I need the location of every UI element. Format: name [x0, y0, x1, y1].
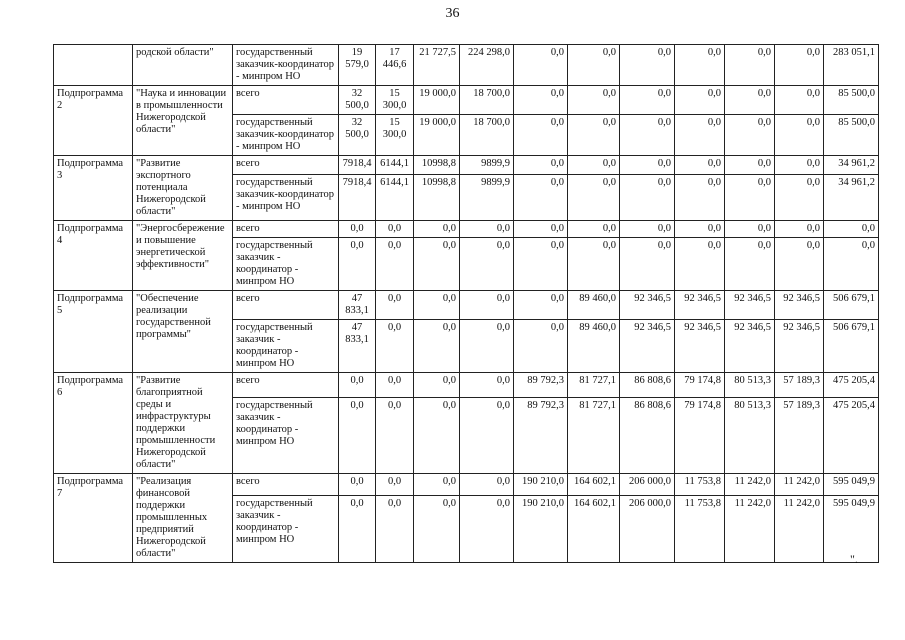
subprogram-name-cell: родской области"	[133, 45, 233, 86]
value-cell: 0,0	[675, 238, 725, 291]
value-cell: 92 346,5	[775, 320, 824, 373]
budget-table	[53, 44, 879, 563]
value-cell: 0,0	[414, 320, 460, 373]
value-cell: 92 346,5	[725, 320, 775, 373]
value-cell: 7918,4	[339, 175, 376, 221]
value-cell: 0,0	[460, 397, 514, 473]
value-cell: 18 700,0	[460, 115, 514, 156]
value-cell: 164 602,1	[568, 495, 620, 562]
value-cell: 0,0	[725, 175, 775, 221]
value-cell: 0,0	[376, 397, 414, 473]
value-cell: 0,0	[376, 495, 414, 562]
value-cell: 47 833,1	[339, 320, 376, 373]
value-cell: 0,0	[675, 115, 725, 156]
value-cell: 0,0	[376, 221, 414, 238]
total-value-cell: 595 049,9	[824, 474, 879, 496]
value-cell: 0,0	[568, 238, 620, 291]
value-cell: 0,0	[725, 221, 775, 238]
value-cell: 0,0	[675, 156, 725, 175]
responsible-cell: всего	[233, 221, 339, 238]
value-cell: 224 298,0	[460, 45, 514, 86]
value-cell: 0,0	[775, 86, 824, 115]
value-cell: 86 808,6	[620, 397, 675, 473]
responsible-cell: государственный заказчик - координатор - минпром НО	[233, 397, 339, 473]
subprogram-cell: Подпрограмма 6	[54, 373, 133, 474]
value-cell: 81 727,1	[568, 397, 620, 473]
value-cell: 0,0	[568, 175, 620, 221]
value-cell: 0,0	[460, 320, 514, 373]
value-cell: 0,0	[414, 397, 460, 473]
subprogram-name-cell: "Наука и инновации в промышленности Нижегородской области"	[133, 86, 233, 156]
value-cell: 0,0	[620, 221, 675, 238]
value-cell: 0,0	[775, 221, 824, 238]
value-cell: 0,0	[339, 373, 376, 398]
value-cell: 57 189,3	[775, 373, 824, 398]
total-value-cell: 475 205,4	[824, 373, 879, 398]
value-cell: 0,0	[725, 86, 775, 115]
responsible-cell: государственный заказчик - координатор - минпром НО	[233, 320, 339, 373]
value-cell: 206 000,0	[620, 495, 675, 562]
value-cell: 92 346,5	[620, 320, 675, 373]
value-cell: 32 500,0	[339, 86, 376, 115]
value-cell: 86 808,6	[620, 373, 675, 398]
value-cell: 0,0	[414, 474, 460, 496]
value-cell: 19 579,0	[339, 45, 376, 86]
value-cell: 81 727,1	[568, 373, 620, 398]
value-cell: 0,0	[460, 373, 514, 398]
value-cell: 0,0	[376, 291, 414, 320]
value-cell: 0,0	[514, 86, 568, 115]
table-row	[54, 291, 879, 320]
value-cell: 47 833,1	[339, 291, 376, 320]
value-cell: 0,0	[675, 86, 725, 115]
table-row	[54, 45, 879, 86]
value-cell: 0,0	[568, 86, 620, 115]
value-cell: 6144,1	[376, 175, 414, 221]
total-value-cell: 595 049,9	[824, 495, 879, 562]
table-body	[54, 45, 879, 563]
value-cell: 0,0	[376, 474, 414, 496]
table-row	[54, 156, 879, 175]
responsible-cell: всего	[233, 474, 339, 496]
value-cell: 0,0	[725, 238, 775, 291]
value-cell: 0,0	[775, 115, 824, 156]
value-cell: 0,0	[376, 320, 414, 373]
subprogram-cell	[54, 45, 133, 86]
subprogram-name-cell: "Развитие благоприятной среды и инфраструктуры поддержки промышленности Нижегородской области"	[133, 373, 233, 474]
value-cell: 0,0	[620, 45, 675, 86]
value-cell: 57 189,3	[775, 397, 824, 473]
value-cell: 0,0	[414, 291, 460, 320]
value-cell: 9899,9	[460, 175, 514, 221]
total-value-cell: 34 961,2	[824, 156, 879, 175]
value-cell: 6144,1	[376, 156, 414, 175]
value-cell: 0,0	[414, 238, 460, 291]
value-cell: 0,0	[460, 221, 514, 238]
table-row	[54, 86, 879, 115]
total-value-cell: 34 961,2	[824, 175, 879, 221]
subprogram-cell: Подпрограмма 5	[54, 291, 133, 373]
responsible-cell: всего	[233, 291, 339, 320]
total-value-cell: 85 500,0	[824, 86, 879, 115]
subprogram-cell: Подпрограмма 3	[54, 156, 133, 221]
value-cell: 0,0	[725, 115, 775, 156]
value-cell: 0,0	[775, 175, 824, 221]
value-cell: 0,0	[460, 238, 514, 291]
value-cell: 0,0	[620, 115, 675, 156]
value-cell: 92 346,5	[620, 291, 675, 320]
value-cell: 92 346,5	[675, 320, 725, 373]
total-value-cell: 283 051,1	[824, 45, 879, 86]
total-value-cell: 0,0	[824, 238, 879, 291]
value-cell: 190 210,0	[514, 495, 568, 562]
responsible-cell: всего	[233, 86, 339, 115]
value-cell: 0,0	[339, 397, 376, 473]
value-cell: 0,0	[514, 221, 568, 238]
responsible-cell: государственный заказчик-координатор - минпром НО	[233, 115, 339, 156]
subprogram-name-cell: "Реализация финансовой поддержки промышленных предприятий Нижегородской области"	[133, 474, 233, 563]
table-row	[54, 221, 879, 238]
value-cell: 0,0	[675, 175, 725, 221]
value-cell: 0,0	[775, 156, 824, 175]
value-cell: 92 346,5	[725, 291, 775, 320]
subprogram-cell: Подпрограмма 2	[54, 86, 133, 156]
value-cell: 0,0	[414, 373, 460, 398]
value-cell: 10998,8	[414, 156, 460, 175]
value-cell: 0,0	[339, 221, 376, 238]
value-cell: 11 242,0	[725, 474, 775, 496]
value-cell: 0,0	[568, 221, 620, 238]
value-cell: 0,0	[620, 156, 675, 175]
value-cell: 0,0	[460, 495, 514, 562]
value-cell: 0,0	[339, 238, 376, 291]
value-cell: 19 000,0	[414, 86, 460, 115]
subprogram-name-cell: "Обеспечение реализации государственной программы"	[133, 291, 233, 373]
value-cell: 0,0	[514, 45, 568, 86]
value-cell: 80 513,3	[725, 397, 775, 473]
value-cell: 0,0	[568, 156, 620, 175]
value-cell: 0,0	[775, 238, 824, 291]
table-row	[54, 373, 879, 398]
value-cell: 32 500,0	[339, 115, 376, 156]
value-cell: 0,0	[675, 221, 725, 238]
value-cell: 0,0	[514, 175, 568, 221]
value-cell: 0,0	[620, 238, 675, 291]
value-cell: 0,0	[775, 45, 824, 86]
value-cell: 0,0	[620, 175, 675, 221]
value-cell: 0,0	[514, 291, 568, 320]
value-cell: 0,0	[414, 221, 460, 238]
value-cell: 17 446,6	[376, 45, 414, 86]
value-cell: 0,0	[514, 320, 568, 373]
value-cell: 15 300,0	[376, 115, 414, 156]
value-cell: 0,0	[460, 474, 514, 496]
value-cell: 0,0	[514, 115, 568, 156]
value-cell: 18 700,0	[460, 86, 514, 115]
value-cell: 206 000,0	[620, 474, 675, 496]
value-cell: 0,0	[725, 156, 775, 175]
value-cell: 21 727,5	[414, 45, 460, 86]
value-cell: 0,0	[339, 474, 376, 496]
responsible-cell: всего	[233, 156, 339, 175]
responsible-cell: государственный заказчик - координатор - минпром НО	[233, 238, 339, 291]
value-cell: 0,0	[376, 373, 414, 398]
value-cell: 0,0	[460, 291, 514, 320]
page-number: 36	[445, 6, 460, 21]
total-value-cell: 475 205,4	[824, 397, 879, 473]
value-cell: 89 460,0	[568, 320, 620, 373]
value-cell: 79 174,8	[675, 373, 725, 398]
value-cell: 89 792,3	[514, 397, 568, 473]
subprogram-name-cell: "Развитие экспортного потенциала Нижегородской области"	[133, 156, 233, 221]
value-cell: 0,0	[675, 45, 725, 86]
total-value-cell: 506 679,1	[824, 320, 879, 373]
total-value-cell: 85 500,0	[824, 115, 879, 156]
value-cell: 0,0	[339, 495, 376, 562]
value-cell: 7918,4	[339, 156, 376, 175]
value-cell: 11 242,0	[725, 495, 775, 562]
value-cell: 0,0	[568, 45, 620, 86]
value-cell: 164 602,1	[568, 474, 620, 496]
value-cell: 0,0	[620, 86, 675, 115]
responsible-cell: государственный заказчик - координатор - минпром НО	[233, 495, 339, 562]
value-cell: 0,0	[414, 495, 460, 562]
value-cell: 0,0	[568, 115, 620, 156]
value-cell: 19 000,0	[414, 115, 460, 156]
value-cell: 15 300,0	[376, 86, 414, 115]
subprogram-cell: Подпрограмма 4	[54, 221, 133, 291]
value-cell: 92 346,5	[775, 291, 824, 320]
subprogram-name-cell: "Энергосбережение и повышение энергетической эффективности"	[133, 221, 233, 291]
value-cell: 9899,9	[460, 156, 514, 175]
responsible-cell: всего	[233, 373, 339, 398]
value-cell: 11 242,0	[775, 495, 824, 562]
value-cell: 11 242,0	[775, 474, 824, 496]
responsible-cell: государственный заказчик-координатор - минпром НО	[233, 175, 339, 221]
value-cell: 0,0	[514, 238, 568, 291]
table-row	[54, 474, 879, 496]
value-cell: 10998,8	[414, 175, 460, 221]
value-cell: 11 753,8	[675, 474, 725, 496]
end-mark: ".	[850, 552, 858, 566]
value-cell: 80 513,3	[725, 373, 775, 398]
value-cell: 79 174,8	[675, 397, 725, 473]
value-cell: 11 753,8	[675, 495, 725, 562]
responsible-cell: государственный заказчик-координатор - минпром НО	[233, 45, 339, 86]
value-cell: 0,0	[376, 238, 414, 291]
subprogram-cell: Подпрограмма 7	[54, 474, 133, 563]
total-value-cell: 0,0	[824, 221, 879, 238]
value-cell: 89 792,3	[514, 373, 568, 398]
total-value-cell: 506 679,1	[824, 291, 879, 320]
value-cell: 92 346,5	[675, 291, 725, 320]
value-cell: 0,0	[514, 156, 568, 175]
value-cell: 0,0	[725, 45, 775, 86]
value-cell: 89 460,0	[568, 291, 620, 320]
value-cell: 190 210,0	[514, 474, 568, 496]
